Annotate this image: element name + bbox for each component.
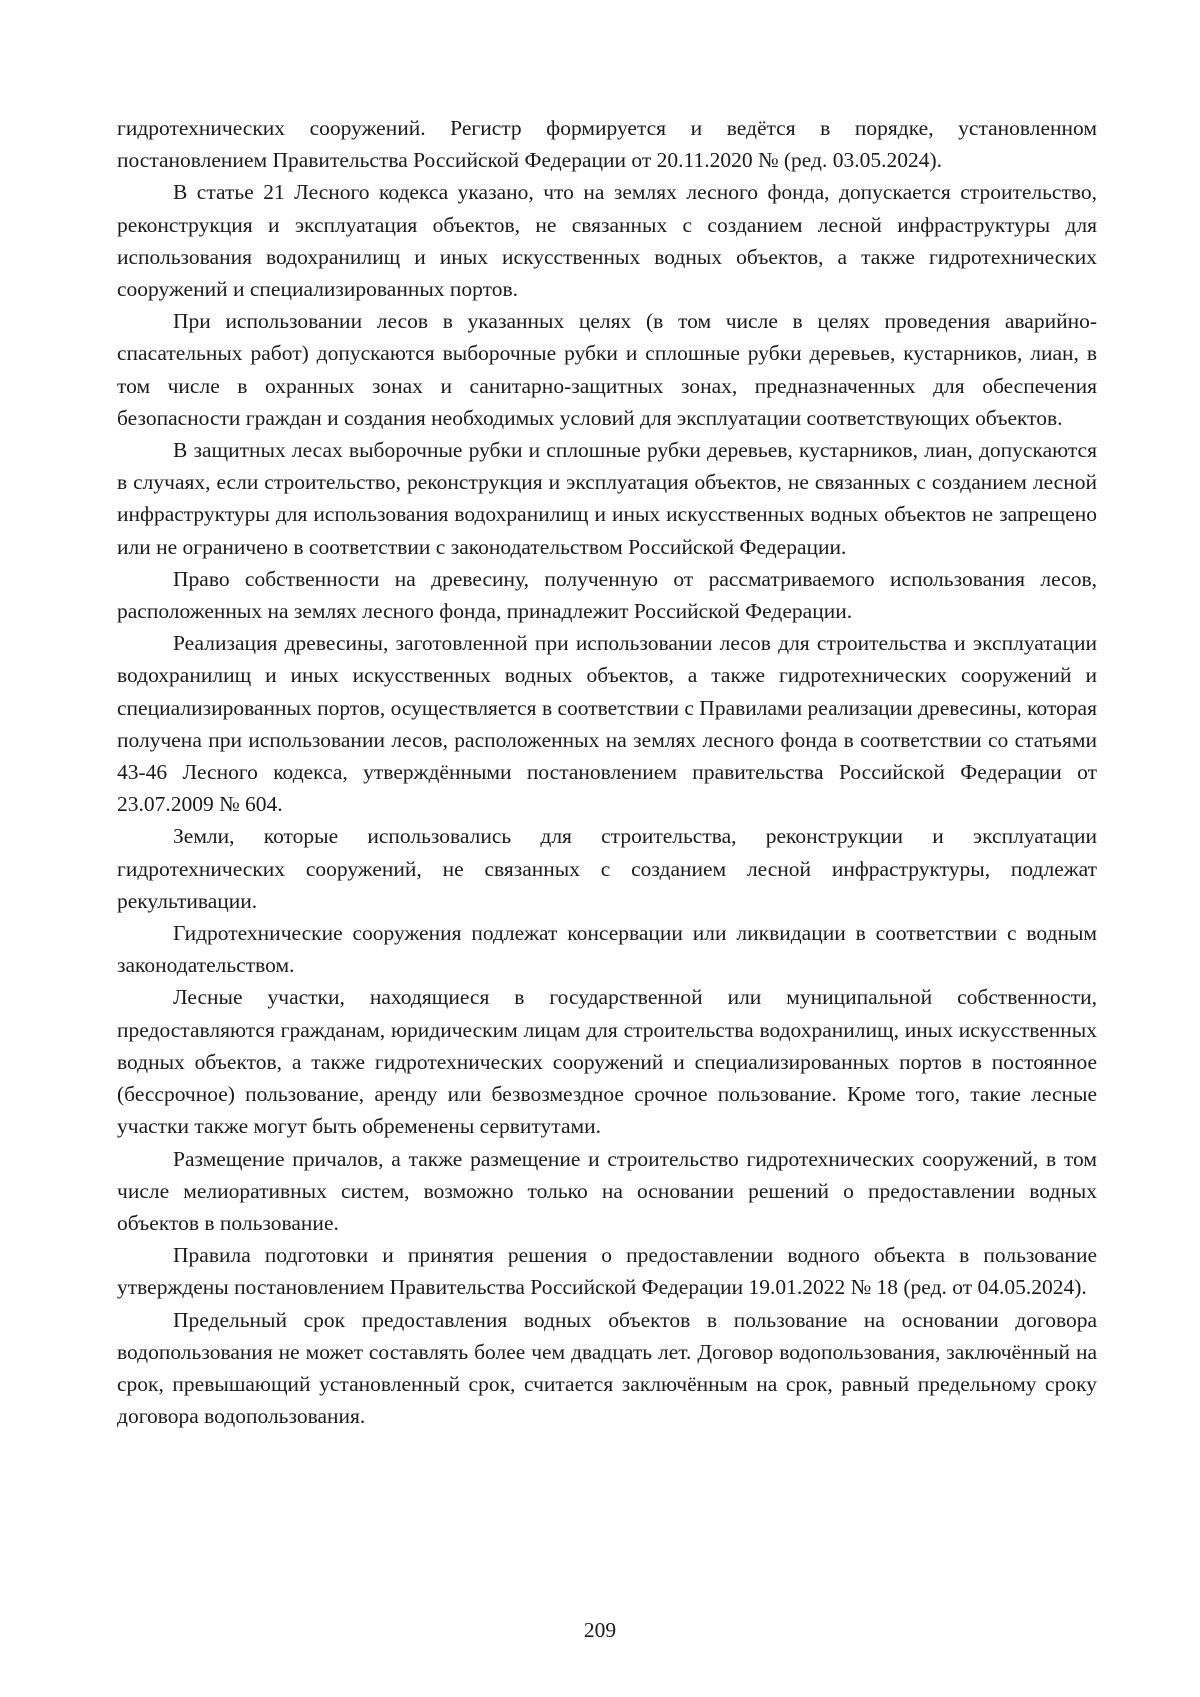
paragraph: Право собственности на древесину, полученную от рассматриваемого использования лесов, расположенных на землях лесного фонда, принадлежит Российской Федерации.	[117, 566, 1097, 624]
paragraph: Земли, которые использовались для строительства, реконструкции и эксплуатации гидротехнических сооружений, не связанных с созданием лесной инфраструктуры, подлежат рекультивации.	[117, 824, 1097, 913]
paragraph: Лесные участки, находящиеся в государственной или муниципальной собственности, предоставляются гражданам, юридическим лицам для строительства водохранилищ, иных искусственных водных объектов, а также гидротехнических сооружений и специализированных портов в постоянное (бессрочное) пользование, аренду или безвозмездное срочное пользование. Кроме того, такие лесные участки также могут быть обременены сервитутами.	[117, 985, 1097, 1139]
body-text	[117, 112, 1097, 1432]
paragraph: В защитных лесах выборочные рубки и сплошные рубки деревьев, кустарников, лиан, допускаются в случаях, если строительство, реконструкция и эксплуатация объектов, не связанных с созданием лесной инфраструктуры для использования водохранилищ и иных искусственных водных объектов не запрещено или не ограничено в соответствии с законодательством Российской Федерации.	[117, 438, 1097, 559]
paragraph: Реализация древесины, заготовленной при использовании лесов для строительства и эксплуатации водохранилищ и иных искусственных водных объектов, а также гидротехнических сооружений и специализированных портов, осуществляется в соответствии с Правилами реализации древесины, которая получена при использовании лесов, расположенных на землях лесного фонда в соответствии со статьями 43-46 Лесного кодекса, утверждёнными постановлением правительства Российской Федерации от 23.07.2009 № 604.	[117, 631, 1097, 817]
paragraph: Правила подготовки и принятия решения о предоставлении водного объекта в пользование утверждены постановлением Правительства Российской Федерации 19.01.2022 № 18 (ред. от 04.05.2024).	[117, 1243, 1097, 1300]
paragraph: При использовании лесов в указанных целях (в том числе в целях проведения аварийно-спасательных работ) допускаются выборочные рубки и сплошные рубки деревьев, кустарников, лиан, в том числе в охранных зонах и санитарно-защитных зонах, предназначенных для обеспечения безопасности граждан и создания необходимых условий для эксплуатации соответствующих объектов.	[117, 309, 1097, 430]
paragraph: Гидротехнические сооружения подлежат консервации или ликвидации в соответствии с водным законодательством.	[117, 921, 1097, 978]
paragraph-continuation: гидротехнических сооружений. Регистр формируется и ведётся в порядке, установленном постановлением Правительства Российской Федерации от 20.11.2020 № (ред. 03.05.2024).	[117, 116, 1097, 173]
page-number: 209	[583, 1618, 617, 1642]
paragraph: Размещение причалов, а также размещение и строительство гидротехнических сооружений, в том числе мелиоративных систем, возможно только на основании решений о предоставлении водных объектов в пользование.	[117, 1146, 1097, 1235]
paragraph: Предельный срок предоставления водных объектов в пользование на основании договора водопользования не может составлять более чем двадцать лет. Договор водопользования, заключённый на срок, превышающий установленный срок, считается заключённым на срок, равный предельному сроку договора водопользования.	[117, 1307, 1097, 1429]
paragraph: В статье 21 Лесного кодекса указано, что на землях лесного фонда, допускается строительство, реконструкция и эксплуатация объектов, не связанных с созданием лесной инфраструктуры для использования водохранилищ и иных искусственных водных объектов, а также гидротехнических сооружений и специализированных портов.	[117, 180, 1097, 302]
